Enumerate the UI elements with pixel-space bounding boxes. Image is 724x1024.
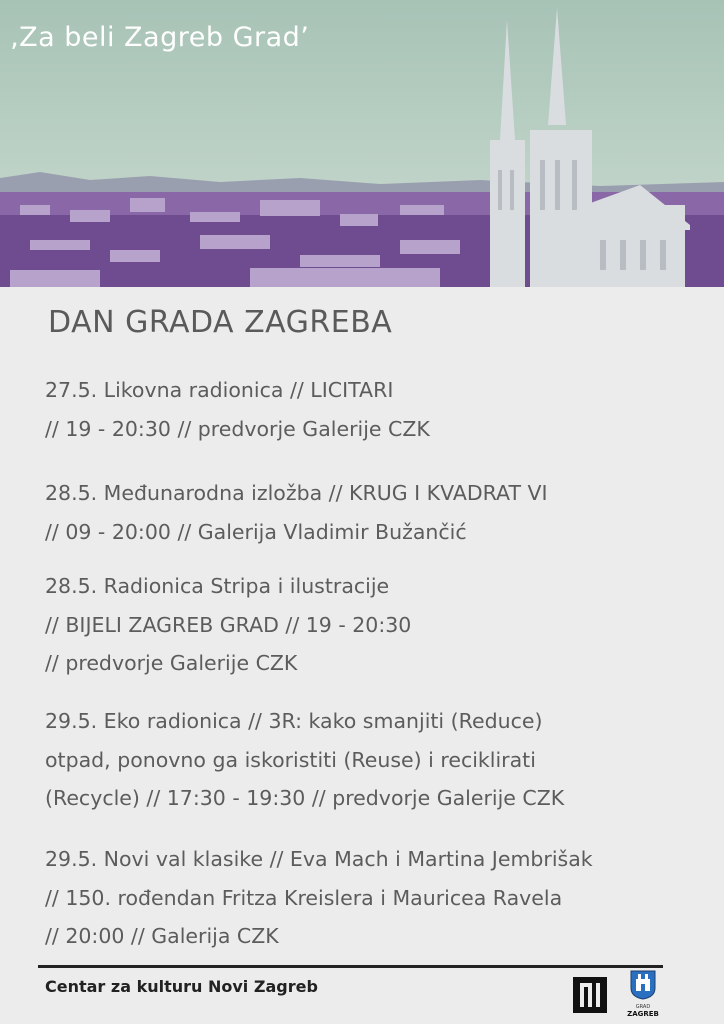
event-line: // BIJELI ZAGREB GRAD // 19 - 20:30 [45,612,412,637]
event-line: 28.5. Radionica Stripa i ilustracije [45,574,390,598]
city-logo-top-text: GRAD [635,1004,651,1010]
hero-image [0,0,724,287]
organizer-name: Centar za kulturu Novi Zagreb [45,977,318,996]
event-line: otpad, ponovno ga iskoristiti (Reuse) i reciklirati [45,747,536,772]
event-item [45,371,695,448]
page-heading: DAN GRADA ZAGREBA [48,305,393,340]
czk-logo-icon [573,977,607,1013]
event-line: // 09 - 20:00 // Galerija Vladimir Bužančić [45,519,467,544]
event-line: // 19 - 20:30 // predvorje Galerije CZK [45,416,430,441]
event-line: // predvorje Galerije CZK [45,651,298,675]
event-item [45,567,695,683]
zagreb-coat-of-arms-icon [626,970,660,1024]
event-line: 29.5. Eko radionica // 3R: kako smanjiti (Reduce) [45,709,543,733]
event-line: // 150. rođendan Fritza Kreislera i Mauricea Ravela [45,885,563,910]
event-line: 29.5. Novi val klasike // Eva Mach i Martina Jembrišak [45,847,593,871]
event-line: 28.5. Međunarodna izložba // KRUG I KVADRAT VI [45,481,548,505]
event-item [45,474,695,551]
event-line: // 20:00 // Galerija CZK [45,924,279,948]
event-item [45,840,695,956]
event-line: 27.5. Likovna radionica // LICITARI [45,378,394,402]
footer-divider [38,965,663,968]
event-item [45,702,695,818]
event-line: (Recycle) // 17:30 - 19:30 // predvorje Galerije CZK [45,786,565,810]
city-logo-bottom-text: ZAGREB [627,1010,659,1018]
hero-title: ‚Za beli Zagreb Grad’ [10,22,310,53]
